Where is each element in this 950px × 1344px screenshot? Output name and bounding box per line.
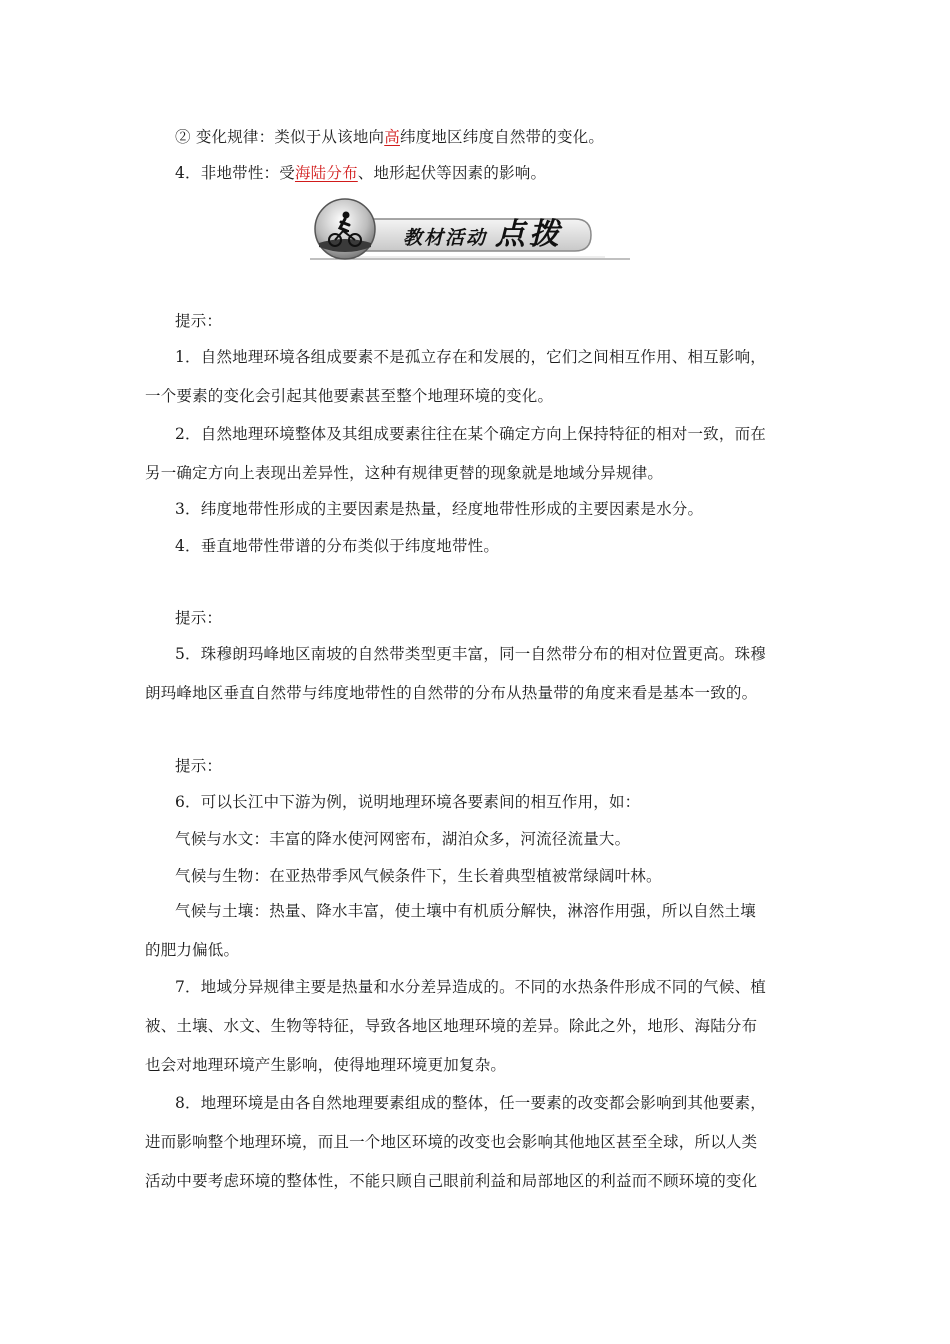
- text-run: ② 变化规律：类似于从该地向: [175, 128, 385, 146]
- text-run: 4．非地带性：受: [175, 164, 295, 182]
- paragraph-line: 气候与土壤：热量、降水丰富，使土壤中有机质分解快，淋溶作用强，所以自然土壤: [175, 902, 756, 920]
- paragraph-line: 6．可以长江中下游为例，说明地理环境各要素间的相互作用，如：: [175, 793, 641, 811]
- answer-highlight: 高: [384, 128, 400, 146]
- paragraph-line: 2．自然地理环境整体及其组成要素往往在某个确定方向上保持特征的相对一致，而在: [175, 425, 766, 443]
- paragraph-line: 7．地域分异规律主要是热量和水分差异造成的。不同的水热条件形成不同的气候、植: [175, 978, 766, 996]
- paragraph-line: 活动中要考虑环境的整体性，不能只顾自己眼前利益和局部地区的利益而不顾环境的变化: [145, 1172, 758, 1190]
- banner-title: 教材活动: [403, 227, 488, 249]
- hint-heading: 提示：: [175, 609, 223, 627]
- azonal-line: [175, 163, 546, 183]
- section-banner: [305, 195, 635, 265]
- paragraph-line: 3．纬度地带性形成的主要因素是热量，经度地带性形成的主要因素是水分。: [175, 500, 704, 518]
- paragraph-line: 气候与水文：丰富的降水使河网密布，湖泊众多，河流径流量大。: [175, 830, 631, 848]
- text-run: 、地形起伏等因素的影响。: [357, 164, 547, 182]
- paragraph-line: 的肥力偏低。: [145, 941, 240, 959]
- rule-line: [175, 127, 604, 147]
- paragraph-line: 气候与生物：在亚热带季风气候条件下，生长着典型植被常绿阔叶林。: [175, 867, 662, 885]
- answer-highlight: 海陆分布: [294, 164, 358, 182]
- paragraph-line: 4．垂直地带性带谱的分布类似于纬度地带性。: [175, 537, 500, 555]
- paragraph-line: 一个要素的变化会引起其他要素甚至整个地理环境的变化。: [145, 387, 554, 405]
- paragraph-line: 1．自然地理环境各组成要素不是孤立存在和发展的，它们之间相互作用、相互影响，: [175, 348, 766, 366]
- paragraph-line: 进而影响整个地理环境，而且一个地区环境的改变也会影响其他地区甚至全球，所以人类: [145, 1133, 758, 1151]
- paragraph-line: 被、土壤、水文、生物等特征，导致各地区地理环境的差异。除此之外，地形、海陆分布: [145, 1017, 758, 1035]
- paragraph-line: 也会对地理环境产生影响，使得地理环境更加复杂。: [145, 1056, 507, 1074]
- text-run: 纬度地区纬度自然带的变化。: [399, 128, 605, 146]
- hint-heading: 提示：: [175, 757, 223, 775]
- hint-heading: 提示：: [175, 312, 223, 330]
- paragraph-line: 5．珠穆朗玛峰地区南坡的自然带类型更丰富，同一自然带分布的相对位置更高。珠穆: [175, 645, 766, 663]
- paragraph-line: 朗玛峰地区垂直自然带与纬度地带性的自然带的分布从热量带的角度来看是基本一致的。: [145, 684, 758, 702]
- paragraph-line: 8．地理环境是由各自然地理要素组成的整体，任一要素的改变都会影响到其他要素，: [175, 1094, 766, 1112]
- banner-accent-title: 点拨: [495, 217, 563, 252]
- paragraph-line: 另一确定方向上表现出差异性，这种有规律更替的现象就是地域分异规律。: [145, 464, 664, 482]
